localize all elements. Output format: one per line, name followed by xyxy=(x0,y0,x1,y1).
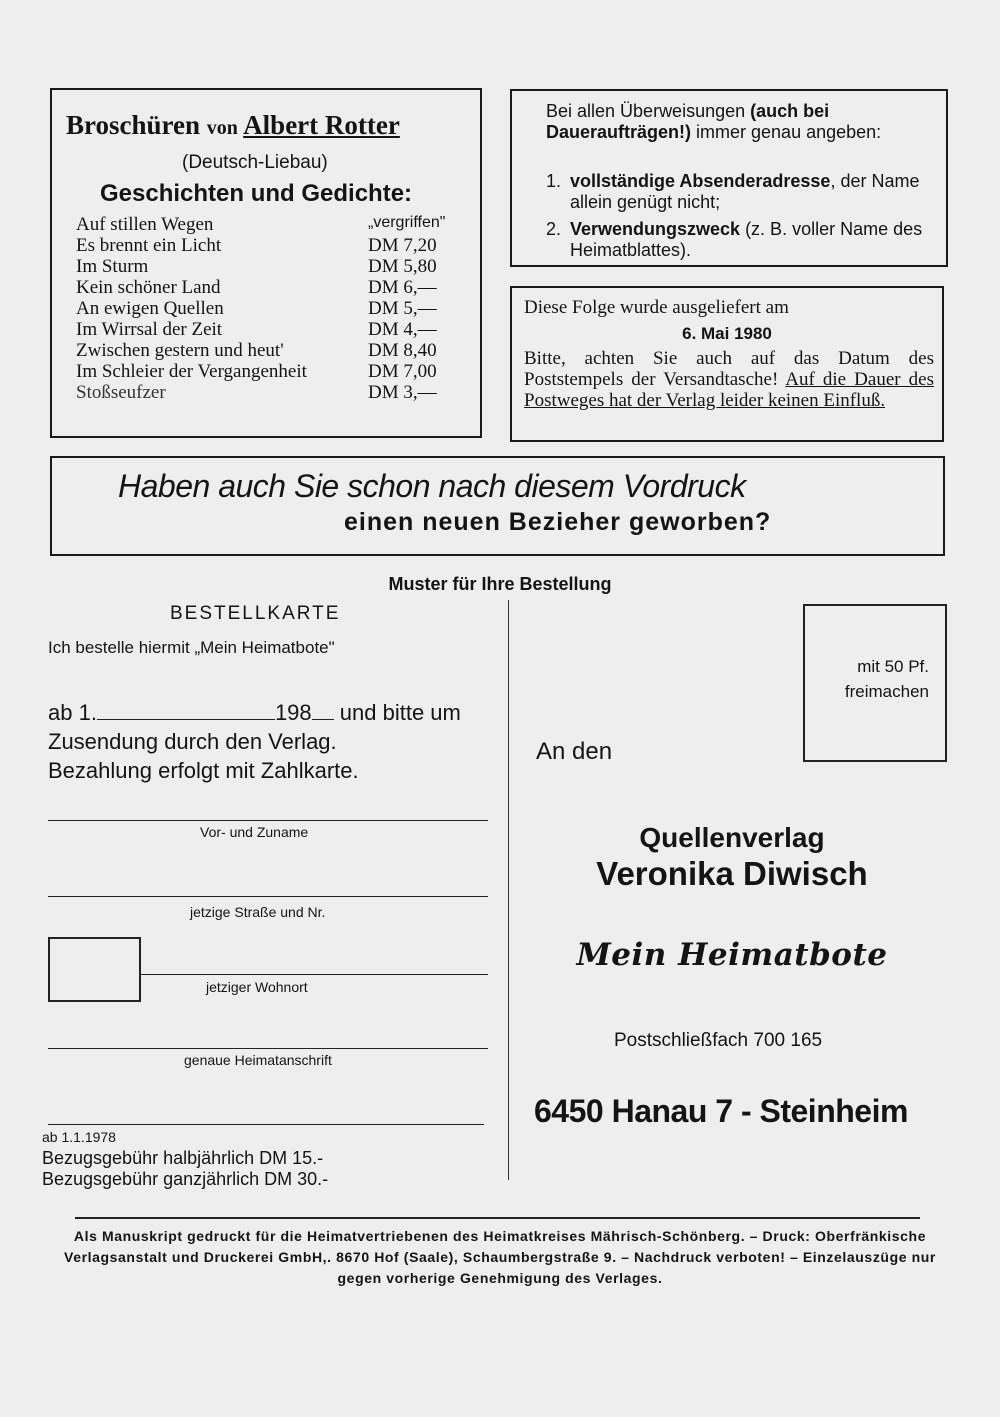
book-price: DM 7,20 xyxy=(368,235,437,256)
recruit-banner xyxy=(50,456,945,556)
brochures-box xyxy=(50,88,482,438)
brochures-heading: Geschichten und Gedichte: xyxy=(100,180,413,207)
book-title: Im Schleier der Vergangenheit xyxy=(76,361,307,382)
book-title: Kein schöner Land xyxy=(76,277,221,298)
publisher-name xyxy=(512,820,952,892)
order-card-title: BESTELLKARTE xyxy=(170,603,341,624)
publisher-line-1: Quellenverlag xyxy=(639,822,825,853)
footer-rule xyxy=(75,1217,920,1219)
order-year-prefix: 198 xyxy=(274,700,312,725)
transfer-intro-a: Bei allen Überweisungen xyxy=(546,101,751,121)
transfer-intro xyxy=(546,101,936,143)
card-divider xyxy=(508,600,509,1180)
city-field-line[interactable] xyxy=(140,974,488,975)
book-list xyxy=(76,214,480,403)
postage-stamp-box xyxy=(803,604,947,762)
name-field-label: Vor- und Zuname xyxy=(200,824,309,840)
brochures-subtitle: (Deutsch-Liebau) xyxy=(182,152,328,173)
order-start-suffix: und bitte um xyxy=(339,700,461,725)
delivery-note-body xyxy=(524,348,934,411)
book-row xyxy=(76,298,480,319)
fee-full-year: Bezugsgebühr ganzjährlich DM 30.- xyxy=(42,1169,329,1189)
publisher-city: 6450 Hanau 7 - Steinheim xyxy=(534,1093,908,1129)
order-start-prefix: ab 1. xyxy=(48,700,97,725)
book-price: „vergriffen" xyxy=(368,214,446,231)
start-month-blank[interactable] xyxy=(97,701,275,720)
delivery-note-box xyxy=(510,286,944,442)
order-sample-heading: Muster für Ihre Bestellung xyxy=(388,574,612,594)
book-title: Zwischen gestern und heut' xyxy=(76,340,284,361)
order-payment-line: Bezahlung erfolgt mit Zahlkarte. xyxy=(48,758,359,783)
brochures-title xyxy=(66,110,400,141)
postage-note xyxy=(805,654,945,704)
po-box: Postschließfach 700 165 xyxy=(614,1030,823,1051)
delivery-date: 6. Mai 1980 xyxy=(682,324,772,343)
book-row xyxy=(76,361,480,382)
postcode-box[interactable] xyxy=(48,937,141,1002)
postage-line-2: freimachen xyxy=(844,682,929,701)
book-title: Auf stillen Wegen xyxy=(76,214,214,235)
transfer-item-2 xyxy=(546,219,936,261)
transfer-item-number: 1. xyxy=(546,171,562,191)
transfer-item-text: , der Name allein genügt nicht; xyxy=(570,171,920,212)
book-price: DM 8,40 xyxy=(368,340,437,361)
book-title: Im Sturm xyxy=(76,256,149,277)
recipient-label: An den xyxy=(536,738,613,765)
book-price: DM 4,— xyxy=(368,319,437,340)
order-delivery-line: Zusendung durch den Verlag. xyxy=(48,729,337,754)
transfer-intro-b: immer genau angeben: xyxy=(691,122,882,142)
home-field-label: genaue Heimatanschrift xyxy=(184,1052,332,1068)
book-title: Es brennt ein Licht xyxy=(76,235,222,256)
card-bottom-line xyxy=(48,1124,484,1125)
book-title: Stoßseufzer xyxy=(76,382,166,403)
book-title: An ewigen Quellen xyxy=(76,298,224,319)
book-row xyxy=(76,256,480,277)
delivery-note-underlined: Auf die Dauer des Postweges hat der Verlag leider keinen Einfluß. xyxy=(524,369,934,411)
book-row xyxy=(76,382,480,403)
book-price: DM 6,— xyxy=(368,277,437,298)
book-price: DM 3,— xyxy=(368,382,437,403)
fee-half-year: Bezugsgebühr halbjährlich DM 15.- xyxy=(42,1148,324,1168)
banner-line-1: Haben auch Sie schon nach diesem Vordruck xyxy=(118,468,746,504)
start-year-blank[interactable] xyxy=(312,701,334,720)
transfer-note-box xyxy=(510,89,948,267)
brochures-title-von: von xyxy=(206,117,238,139)
book-title: Im Wirrsal der Zeit xyxy=(76,319,223,340)
book-row xyxy=(76,235,480,256)
book-row xyxy=(76,340,480,361)
transfer-item-bold: vollständige Absenderadresse xyxy=(570,171,831,191)
order-line: Ich bestelle hiermit „Mein Heimatbote" xyxy=(48,638,335,657)
banner-line-2: einen neuen Bezieher geworben? xyxy=(344,508,772,536)
street-field-label: jetzige Straße und Nr. xyxy=(190,904,326,920)
name-field-line[interactable] xyxy=(48,820,488,821)
order-start xyxy=(48,698,488,785)
transfer-item-text: (z. B. voller Name des Heimatblattes). xyxy=(570,219,923,260)
publisher-line-2: Veronika Diwisch xyxy=(596,855,868,892)
home-field-line[interactable] xyxy=(48,1048,488,1049)
book-price: DM 5,80 xyxy=(368,256,437,277)
delivery-note-text: Bitte, achten Sie auch auf das Datum des Poststempels der Versandtasche! xyxy=(524,348,934,390)
book-price: DM 7,00 xyxy=(368,361,437,382)
publication-name: Mein Heimatbote xyxy=(576,937,888,973)
book-row xyxy=(76,319,480,340)
book-row xyxy=(76,277,480,298)
brochures-title-prefix: Broschüren xyxy=(66,110,201,140)
subscription-fees xyxy=(42,1127,328,1190)
transfer-item-number: 2. xyxy=(546,219,562,239)
book-row xyxy=(76,214,480,235)
city-field-label: jetziger Wohnort xyxy=(206,979,308,995)
transfer-item-1 xyxy=(546,171,936,213)
transfer-item-bold: Verwendungszweck xyxy=(570,219,741,239)
postage-line-1: mit 50 Pf. xyxy=(857,657,929,676)
imprint-footer: Als Manuskript gedruckt für die Heimatvertriebenen des Heimatkreises Mährisch-Schönberg. – Druck: Oberfränkische Verlagsanstalt und Druckerei GmbH,. 8670 Hof (Saale), Schaumbergstraße 9. – Nachdruck verboten! – Einzelauszüge nur gegen vorherige Genehmigung des Verlages. xyxy=(64,1228,936,1286)
book-price: DM 5,— xyxy=(368,298,437,319)
street-field-line[interactable] xyxy=(48,896,488,897)
brochures-author: Albert Rotter xyxy=(243,110,400,140)
transfer-intro-bold: (auch bei Daueraufträgen!) xyxy=(546,101,830,142)
delivery-note-intro: Diese Folge wurde ausgeliefert am xyxy=(524,297,789,318)
fee-valid-from: ab 1.1.1978 xyxy=(42,1129,116,1145)
